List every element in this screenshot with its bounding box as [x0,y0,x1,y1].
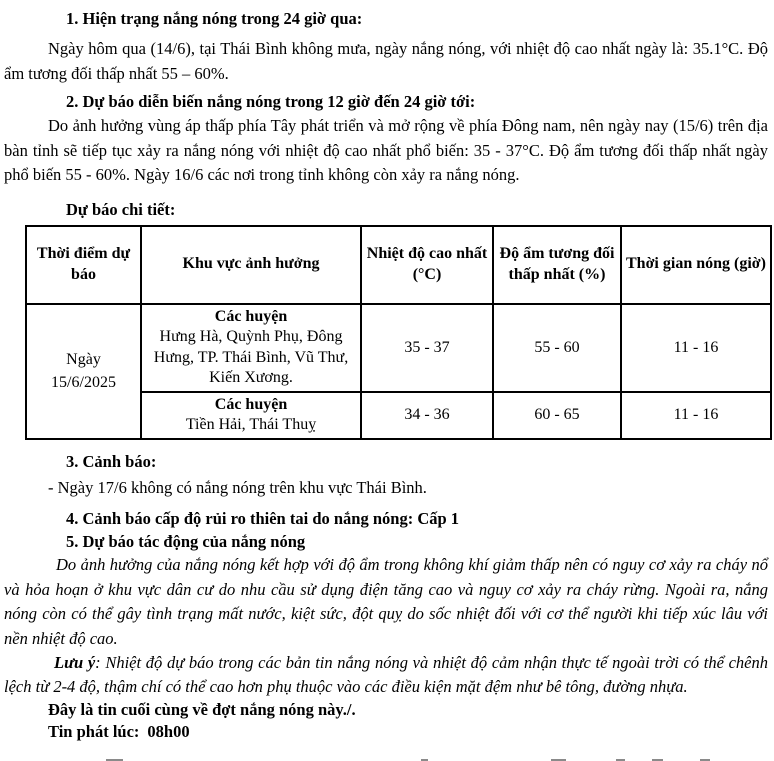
region-list: Tiền Hải, Thái Thuỵ [185,416,317,433]
header-cell-time: Thời điểm dự báo [26,226,141,304]
hot-hours-cell: 11 - 16 [621,304,771,392]
region-cell [141,304,361,392]
forecast-table-header-row [26,226,771,304]
section1-heading: 1. Hiện trạng nắng nóng trong 24 giờ qua: [66,9,363,28]
section5-heading: 5. Dự báo tác động của nắng nóng [66,532,306,551]
temperature-cell: 34 - 36 [361,392,493,439]
table-row [26,304,771,392]
note-text: : Nhiệt độ dự báo trong các bản tin nắng nóng và nhiệt độ cảm nhận thực tế ngoài trời có thể chênh lệch từ 2-4 độ, thậm chí có thể cao hơn phụ thuộc vào các điều kiện mặt đệm như bê tông, đường nhựa. [4,653,768,696]
issued-time-line [48,721,768,743]
section4-heading: 4. Cảnh báo cấp độ rủi ro thiên tai do nắng nóng: Cấp 1 [66,509,460,528]
section1-paragraph: Ngày hôm qua (14/6), tại Thái Bình không mưa, ngày nắng nóng, với nhiệt độ cao nhất ngày là: 35.1°C. Độ ẩm tương đối thấp nhất 55 – 60%. [4,39,768,83]
detail-forecast-heading: Dự báo chi tiết: [66,199,176,219]
header-cell-humidity: Độ ẩm tương đối thấp nhất (%) [493,226,621,304]
hot-hours-cell: 11 - 16 [621,392,771,439]
closing-statement: Đây là tin cuối cùng về đợt nắng nóng này./. [48,700,356,719]
section3-warning-item: - Ngày 17/6 không có nắng nóng trên khu vực Thái Bình. [48,477,427,497]
section2-paragraph: Do ảnh hưởng vùng áp thấp phía Tây phát triển và mở rộng về phía Đông nam, nên ngày nay (15/6) trên địa bàn tỉnh sẽ tiếp tục xảy ra nắng nóng với nhiệt độ cao nhất phổ biến: 35 - 37°C. Độ ẩm tương đối thấp nhất ngày phổ biến 55 - 60%. Ngày 16/6 các nơi trong tỉnh không còn xảy ra nắng nóng. [4,116,768,184]
region-title: Các huyện [214,395,288,413]
humidity-cell: 60 - 65 [493,392,621,439]
issued-label: Tin phát lúc: [48,722,140,741]
temperature-cell: 35 - 37 [361,304,493,392]
region-cell [141,392,361,439]
forecast-date-line2: 15/6/2025 [51,374,116,391]
humidity-cell: 55 - 60 [493,304,621,392]
header-cell-hot-hours: Thời gian nóng (giờ) [621,226,771,304]
issued-time-value: 08h00 [147,722,190,741]
section5-paragraph: Do ảnh hưởng của nắng nóng kết hợp với độ ẩm trong không khí giảm thấp nên có nguy cơ xảy ra cháy nổ và hỏa hoạn ở khu vực dân cư do nhu cầu sử dụng điện tăng cao và nguy cơ xảy ra cháy rừng. Ngoài ra, nắng nóng còn có thể gây tình trạng mất nước, kiệt sức, đột quỵ do sốc nhiệt đối với cơ thể người khi tiếp xúc lâu với nền nhiệt độ cao. [4,555,768,648]
header-cell-region: Khu vực ảnh hưởng [141,226,361,304]
forecast-table [25,225,772,440]
forecast-date-cell [26,304,141,439]
region-title: Các huyện [214,307,288,325]
region-list: Hưng Hà, Quỳnh Phụ, Đông Hưng, TP. Thái Bình, Vũ Thư, Kiến Xương. [153,328,349,386]
note-label: Lưu ý [54,653,96,672]
section2-heading: 2. Dự báo diễn biến nắng nóng trong 12 giờ đến 24 giờ tới: [66,92,476,111]
forecast-date-line1: Ngày [66,351,101,368]
section3-heading: 3. Cảnh báo: [66,451,157,471]
note-paragraph [4,651,768,699]
header-cell-temperature: Nhiệt độ cao nhất (°C) [361,226,493,304]
